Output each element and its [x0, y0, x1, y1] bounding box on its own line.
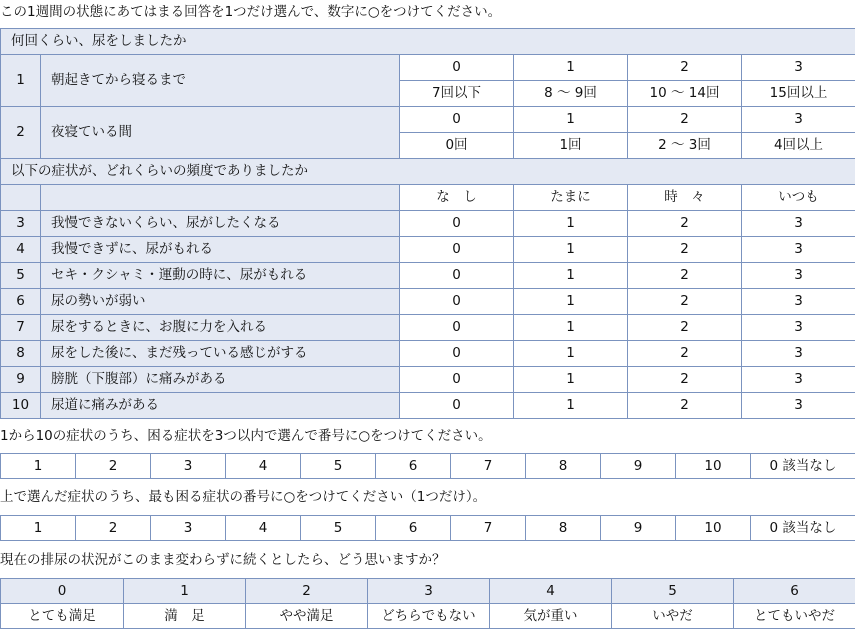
symptom-score-3[interactable]: 3: [742, 393, 855, 419]
select1-option-0[interactable]: 1: [1, 516, 76, 541]
q2-score-1[interactable]: 1: [514, 107, 628, 133]
q1-score-1[interactable]: 1: [514, 55, 628, 81]
symptom-score-1[interactable]: 1: [514, 237, 628, 263]
select3-option-1[interactable]: 2: [76, 454, 151, 479]
symptom-score-2[interactable]: 2: [628, 341, 742, 367]
symptom-row: [1, 341, 855, 367]
symptom-text: 尿道に痛みがある: [41, 393, 400, 419]
symptom-number: 6: [1, 289, 41, 315]
symptom-score-1[interactable]: 1: [514, 211, 628, 237]
q1-label-1: 8 〜 9回: [514, 81, 628, 107]
symptom-score-0[interactable]: 0: [400, 211, 514, 237]
select1-prompt: 上で選んだ症状のうち、最も困る症状の番号に○をつけてください（1つだけ）。: [0, 489, 487, 505]
symptom-row: [1, 393, 855, 419]
symptom-row: [1, 263, 855, 289]
satisfaction-score-2[interactable]: 2: [246, 579, 368, 604]
symptom-score-1[interactable]: 1: [514, 289, 628, 315]
symptom-number: 5: [1, 263, 41, 289]
satisfaction-score-5[interactable]: 5: [612, 579, 734, 604]
q1-score-0[interactable]: 0: [400, 55, 514, 81]
symptom-row: [1, 289, 855, 315]
satisfaction-label-1: 満 足: [124, 604, 246, 629]
symptom-score-0[interactable]: 0: [400, 237, 514, 263]
symptom-score-3[interactable]: 3: [742, 341, 855, 367]
symptom-table: [0, 28, 855, 419]
symptom-score-3[interactable]: 3: [742, 289, 855, 315]
select3-option-7[interactable]: 8: [526, 454, 601, 479]
q2-label-2: 2 〜 3回: [628, 133, 742, 159]
select3-option-6[interactable]: 7: [451, 454, 526, 479]
satisfaction-label-3: どちらでもない: [368, 604, 490, 629]
q1-score-2[interactable]: 2: [628, 55, 742, 81]
symptom-score-3[interactable]: 3: [742, 211, 855, 237]
symptom-score-0[interactable]: 0: [400, 393, 514, 419]
select1-option-10[interactable]: 0 該当なし: [751, 516, 855, 541]
satisfaction-label-2: やや満足: [246, 604, 368, 629]
symptom-score-1[interactable]: 1: [514, 315, 628, 341]
satisfaction-label-5: いやだ: [612, 604, 734, 629]
select1-option-2[interactable]: 3: [151, 516, 226, 541]
select1-option-4[interactable]: 5: [301, 516, 376, 541]
symptom-number: 3: [1, 211, 41, 237]
section2-header: 以下の症状が、どれくらいの頻度でありましたか: [1, 159, 855, 185]
symptom-score-0[interactable]: 0: [400, 341, 514, 367]
select3-options: [0, 453, 855, 479]
select1-option-6[interactable]: 7: [451, 516, 526, 541]
select3-option-10[interactable]: 0 該当なし: [751, 454, 855, 479]
symptom-text: 尿の勢いが弱い: [41, 289, 400, 315]
symptom-row: [1, 237, 855, 263]
q2-score-0[interactable]: 0: [400, 107, 514, 133]
symptom-text: セキ・クシャミ・運動の時に、尿がもれる: [41, 263, 400, 289]
symptom-score-3[interactable]: 3: [742, 367, 855, 393]
symptom-score-2[interactable]: 2: [628, 367, 742, 393]
select3-prompt: 1から10の症状のうち、困る症状を3つ以内で選んで番号に○をつけてください。: [0, 428, 492, 444]
symptom-score-2[interactable]: 2: [628, 211, 742, 237]
symptom-score-1[interactable]: 1: [514, 341, 628, 367]
symptom-score-2[interactable]: 2: [628, 315, 742, 341]
q2-number: 2: [1, 107, 41, 159]
q2-score-3[interactable]: 3: [742, 107, 855, 133]
symptom-text: 尿をした後に、まだ残っている感じがする: [41, 341, 400, 367]
select3-option-5[interactable]: 6: [376, 454, 451, 479]
satisfaction-score-1[interactable]: 1: [124, 579, 246, 604]
symptom-text: 我慢できずに、尿がもれる: [41, 237, 400, 263]
symptom-score-1[interactable]: 1: [514, 263, 628, 289]
freq-label-0: な し: [400, 185, 514, 211]
q1-text: 朝起きてから寝るまで: [41, 55, 400, 107]
select1-option-9[interactable]: 10: [676, 516, 751, 541]
symptom-row: [1, 367, 855, 393]
symptom-score-0[interactable]: 0: [400, 289, 514, 315]
satisfaction-score-6[interactable]: 6: [734, 579, 855, 604]
symptom-row: [1, 211, 855, 237]
select1-option-1[interactable]: 2: [76, 516, 151, 541]
satisfaction-score-4[interactable]: 4: [490, 579, 612, 604]
symptom-text: 膀胱（下腹部）に痛みがある: [41, 367, 400, 393]
select1-option-5[interactable]: 6: [376, 516, 451, 541]
symptom-score-1[interactable]: 1: [514, 367, 628, 393]
symptom-row: [1, 315, 855, 341]
select1-options: [0, 515, 855, 541]
section1-header: 何回くらい、尿をしましたか: [1, 29, 855, 55]
q2-text: 夜寝ている間: [41, 107, 400, 159]
select1-option-3[interactable]: 4: [226, 516, 301, 541]
symptom-score-3[interactable]: 3: [742, 263, 855, 289]
intro-text: この1週間の状態にあてはまる回答を1つだけ選んで、数字に○をつけてください。: [0, 4, 502, 20]
symptom-number: 9: [1, 367, 41, 393]
satisfaction-label-0: とても満足: [1, 604, 124, 629]
satisfaction-score-0[interactable]: 0: [1, 579, 124, 604]
symptom-text: 我慢できないくらい、尿がしたくなる: [41, 211, 400, 237]
symptom-number: 7: [1, 315, 41, 341]
q1-score-3[interactable]: 3: [742, 55, 855, 81]
satisfaction-label-6: とてもいやだ: [734, 604, 855, 629]
select3-option-4[interactable]: 5: [301, 454, 376, 479]
q2-label-0: 0回: [400, 133, 514, 159]
satisfaction-score-3[interactable]: 3: [368, 579, 490, 604]
q2-label-3: 4回以上: [742, 133, 855, 159]
select3-option-3[interactable]: 4: [226, 454, 301, 479]
satisfaction-prompt: 現在の排尿の状況がこのまま変わらずに続くとしたら、どう思いますか？: [0, 552, 446, 568]
symptom-text: 尿をするときに、お腹に力を入れる: [41, 315, 400, 341]
q1-label-2: 10 〜 14回: [628, 81, 742, 107]
q1-label-0: 7回以下: [400, 81, 514, 107]
freq-blank-no: [1, 185, 41, 211]
select3-option-0[interactable]: 1: [1, 454, 76, 479]
symptom-score-0[interactable]: 0: [400, 315, 514, 341]
q2-score-2[interactable]: 2: [628, 107, 742, 133]
freq-label-3: いつも: [742, 185, 855, 211]
select3-option-8[interactable]: 9: [601, 454, 676, 479]
symptom-score-2[interactable]: 2: [628, 289, 742, 315]
select1-option-7[interactable]: 8: [526, 516, 601, 541]
symptom-score-3[interactable]: 3: [742, 315, 855, 341]
symptom-score-0[interactable]: 0: [400, 263, 514, 289]
freq-blank-text: [41, 185, 400, 211]
select3-option-2[interactable]: 3: [151, 454, 226, 479]
satisfaction-label-4: 気が重い: [490, 604, 612, 629]
symptom-score-0[interactable]: 0: [400, 367, 514, 393]
freq-label-1: たまに: [514, 185, 628, 211]
symptom-number: 4: [1, 237, 41, 263]
symptom-score-2[interactable]: 2: [628, 393, 742, 419]
symptom-number: 8: [1, 341, 41, 367]
q1-label-3: 15回以上: [742, 81, 855, 107]
symptom-score-3[interactable]: 3: [742, 237, 855, 263]
q2-label-1: 1回: [514, 133, 628, 159]
q1-number: 1: [1, 55, 41, 107]
symptom-score-2[interactable]: 2: [628, 237, 742, 263]
symptom-number: 10: [1, 393, 41, 419]
select1-option-8[interactable]: 9: [601, 516, 676, 541]
symptom-score-2[interactable]: 2: [628, 263, 742, 289]
select3-option-9[interactable]: 10: [676, 454, 751, 479]
satisfaction-table: [0, 578, 855, 629]
freq-label-2: 時 々: [628, 185, 742, 211]
symptom-score-1[interactable]: 1: [514, 393, 628, 419]
